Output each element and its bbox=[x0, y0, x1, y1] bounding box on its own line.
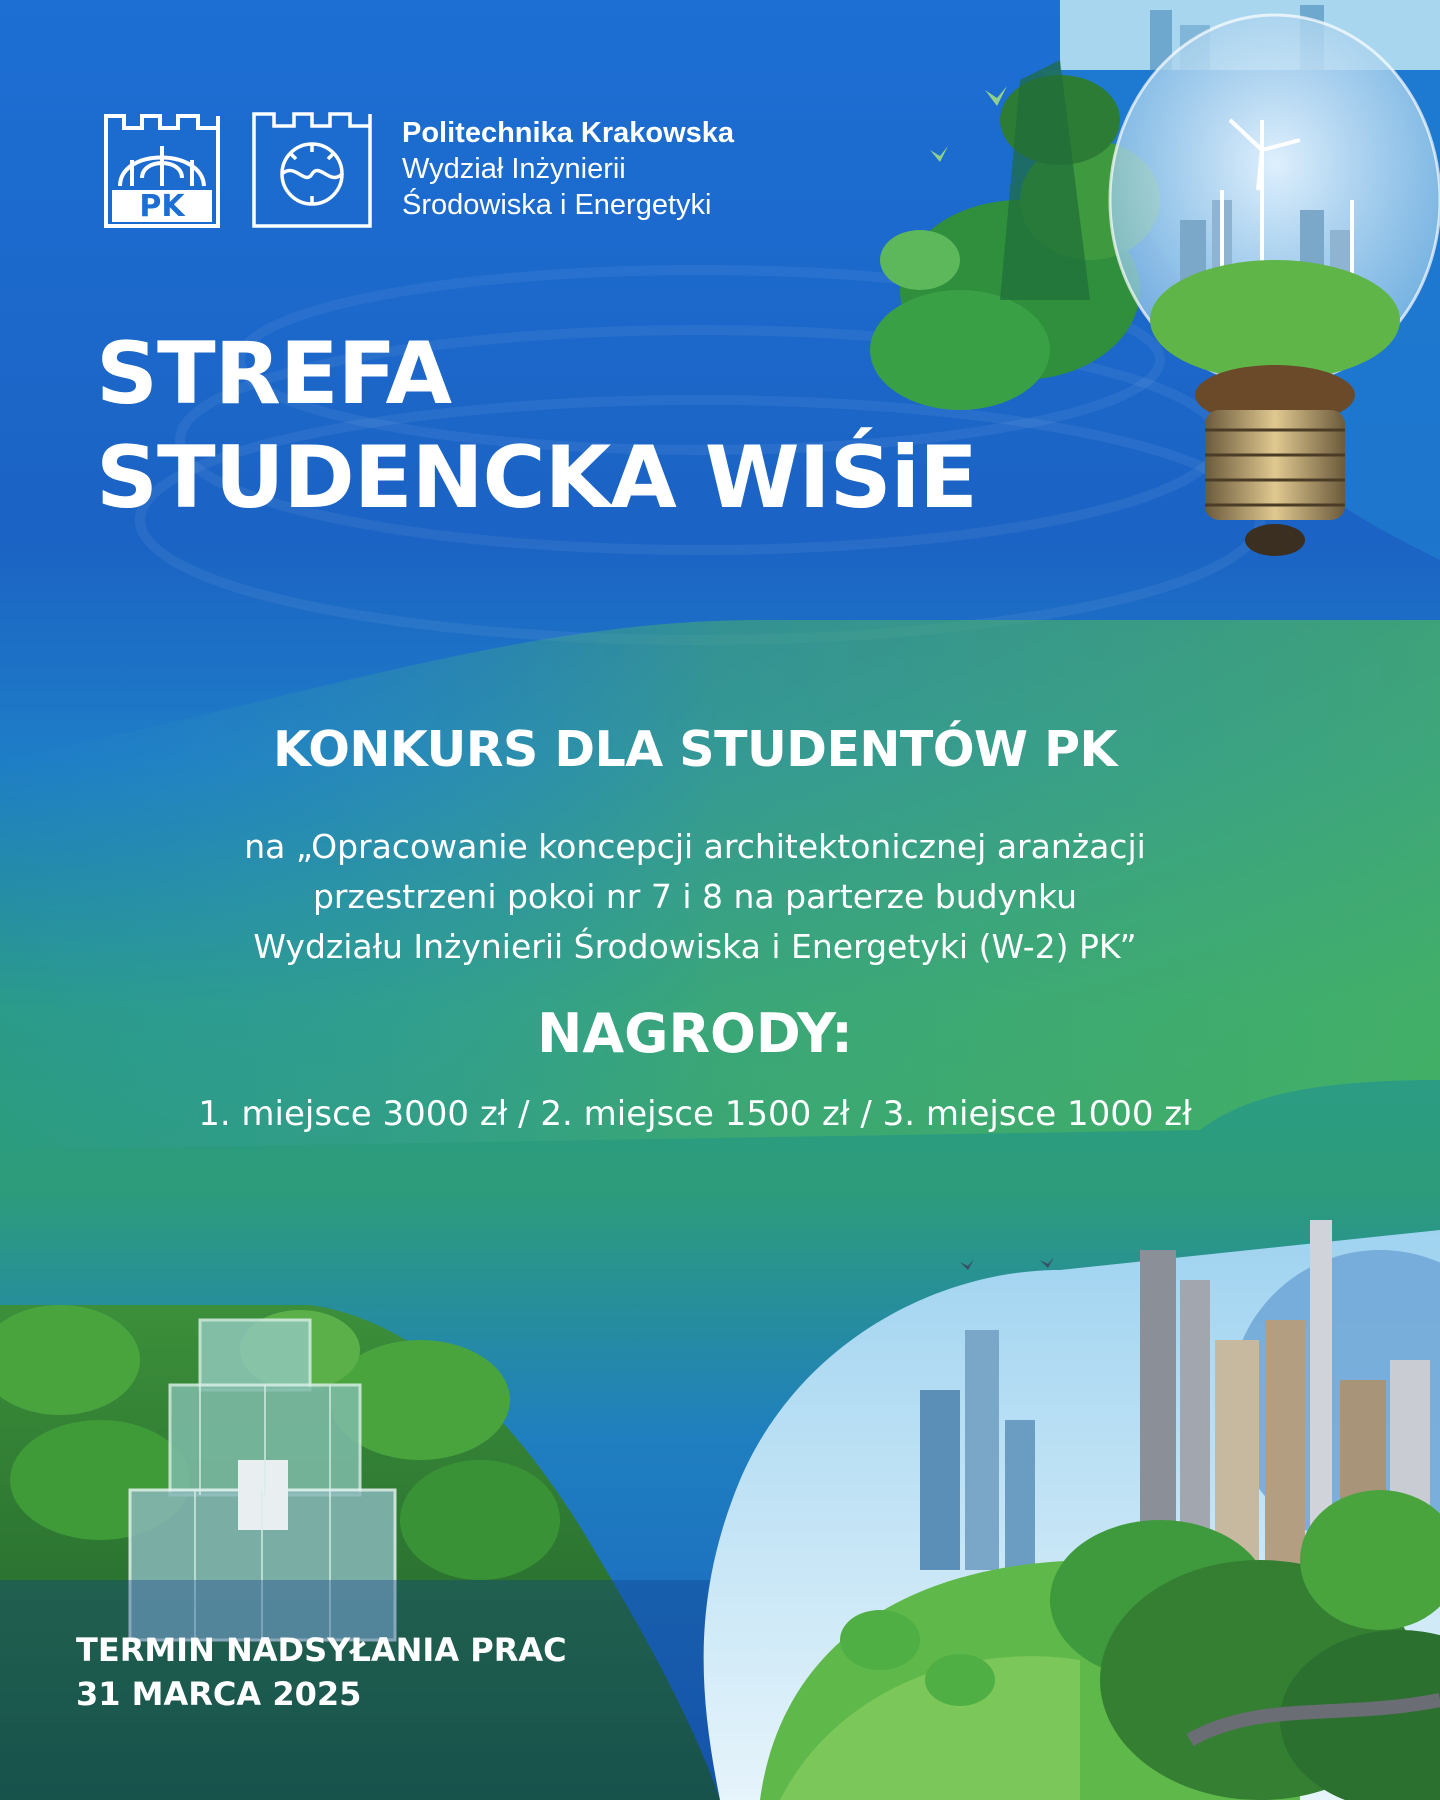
faculty-line-2: Środowiska i Energetyki bbox=[402, 189, 712, 221]
faculty-line-1: Wydział Inżynierii bbox=[402, 153, 626, 185]
faculty-logo-icon bbox=[250, 108, 374, 230]
university-name: Politechnika Krakowska bbox=[402, 117, 735, 149]
deadline-block bbox=[76, 1628, 567, 1716]
page-title bbox=[96, 322, 977, 530]
university-name-block bbox=[402, 115, 734, 223]
svg-text:PK: PK bbox=[139, 189, 185, 224]
contest-desc-line-2: przestrzeni pokoi nr 7 i 8 na parterze budynku bbox=[312, 877, 1078, 916]
prizes-values: 1. miejsce 3000 zł / 2. miejsce 1500 zł / 3. miejsce 1000 zł bbox=[198, 1094, 1192, 1134]
contest-desc-line-3: Wydziału Inżynierii Środowiska i Energetyki (W-2) PK” bbox=[253, 927, 1137, 966]
deadline-label: TERMIN NADSYŁANIA PRAC bbox=[76, 1631, 567, 1669]
title-line-1: STREFA bbox=[96, 324, 452, 424]
deadline-date: 31 MARCA 2025 bbox=[76, 1675, 362, 1713]
title-line-2: STUDENCKA WIŚiE bbox=[96, 428, 977, 528]
university-logos bbox=[102, 108, 734, 230]
contest-desc-line-1: na „Opracowanie koncepcji architektonicznej aranżacji bbox=[244, 827, 1146, 866]
pk-logo-icon bbox=[102, 108, 222, 230]
contest-description bbox=[0, 822, 1390, 972]
prizes-heading: NAGRODY: bbox=[537, 1002, 853, 1065]
contest-info bbox=[0, 720, 1390, 1136]
contest-heading: KONKURS DLA STUDENTÓW PK bbox=[272, 721, 1118, 778]
